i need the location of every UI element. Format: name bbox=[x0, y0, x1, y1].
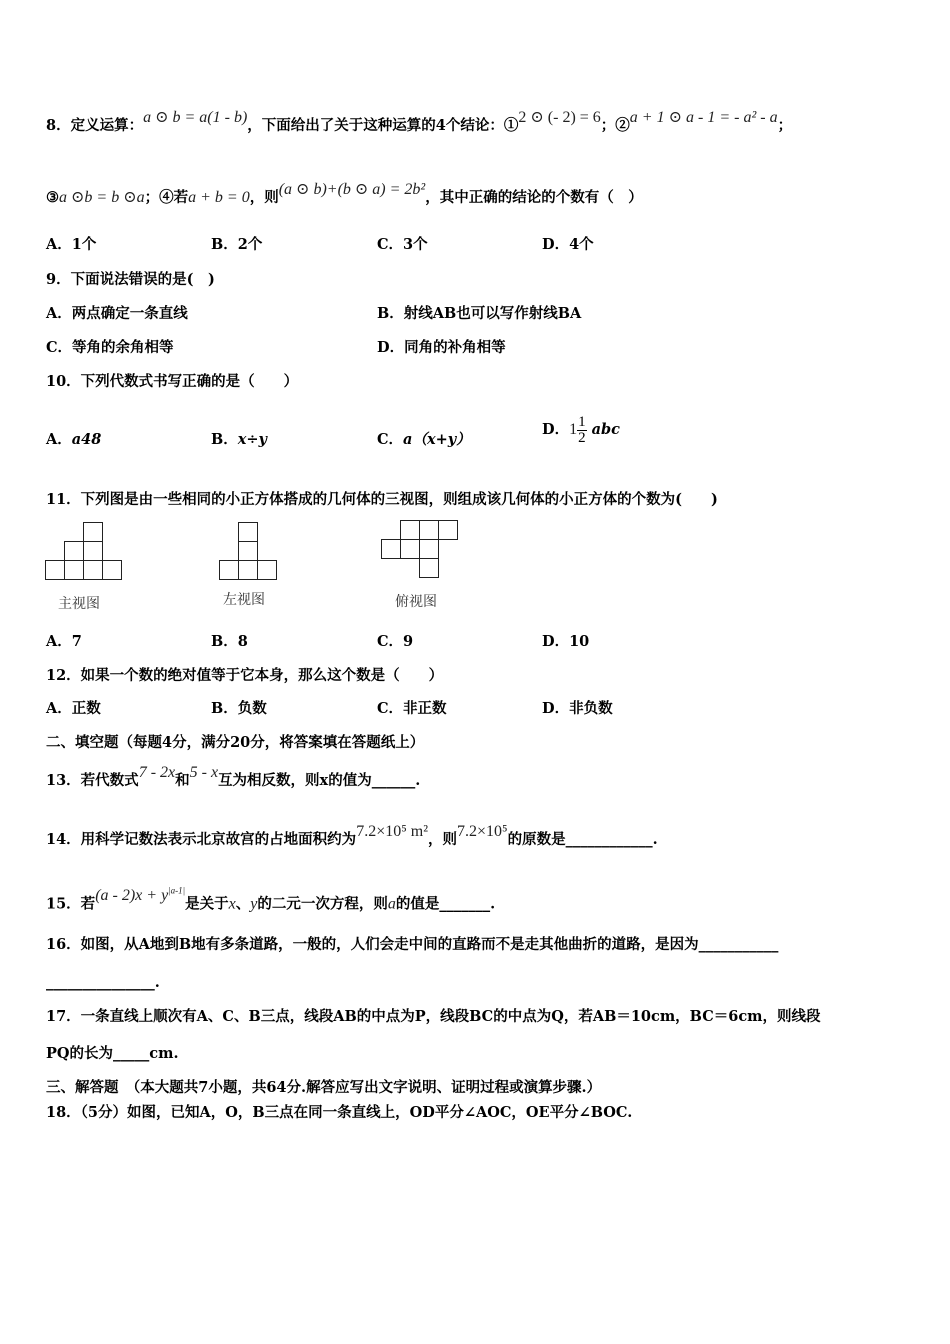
q8-option-b[interactable]: B．2个 bbox=[211, 236, 263, 253]
front-view-cell bbox=[84, 561, 103, 580]
top-view-cell bbox=[420, 521, 439, 540]
q10-fraction: $\frac{1}{2}$ bbox=[578, 413, 586, 446]
front-view-cell bbox=[46, 561, 65, 580]
q8-conclusion-4b: (a ⊙ b)+(b ⊙ a) = 2b² bbox=[278, 181, 426, 198]
q12-option-a[interactable]: A．正数 bbox=[46, 700, 101, 717]
top-view-caption: 俯视图 bbox=[395, 594, 437, 610]
q11-option-c[interactable]: C．9 bbox=[377, 633, 414, 650]
q11-stem: 11．下列图是由一些相同的小正方体搭成的几何体的三视图，则组成该几何体的小正方体的个数为( ) bbox=[46, 491, 718, 508]
q16-line2: _______________. bbox=[46, 974, 160, 991]
q10-option-c[interactable]: C．a（x+y） bbox=[377, 431, 471, 448]
front-view-cell bbox=[84, 542, 103, 561]
section-3-heading: 三、解答题 （本大题共7小题，共64分.解答应写出文字说明、证明过程或演算步骤.） bbox=[46, 1079, 602, 1096]
side-view-cell bbox=[239, 561, 258, 580]
front-view-cell bbox=[103, 561, 122, 580]
front-view-cell bbox=[65, 542, 84, 561]
q8-line1: 8．定义运算：a ⊙ b = a(1 - b)，下面给出了关于这种运算的4个结论：①2 ⊙ (- 2) = 6；②a + 1 ⊙ a - 1 = - a² - a； bbox=[46, 109, 793, 134]
q10-stem: 10．下列代数式书写正确的是（ ） bbox=[46, 373, 299, 390]
q8-line2: ③a ⊙b = b ⊙a；④若a + b = 0，则(a ⊙ b)+(b ⊙ a) = 2b²，其中正确的结论的个数有（ ） bbox=[46, 181, 643, 206]
q12-option-d[interactable]: D．非负数 bbox=[542, 700, 613, 717]
side-view-cell bbox=[239, 523, 258, 542]
q17-line1: 17．一条直线上顺次有A、C、B三点，线段AB的中点为P，线段BC的中点为Q，若AB＝10cm，BC＝6cm，则线段 bbox=[46, 1008, 821, 1025]
q13: 13．若代数式7 - 2x和5 - x互为相反数，则x的值为______. bbox=[46, 764, 421, 789]
q9-stem: 9．下面说法错误的是( ) bbox=[46, 271, 215, 288]
q14-expr1: 7.2×10⁵ m² bbox=[356, 823, 429, 840]
front-view-cell bbox=[65, 561, 84, 580]
q10-option-b[interactable]: B．x÷y bbox=[211, 431, 267, 448]
q14-expr2: 7.2×10⁵ bbox=[457, 823, 508, 840]
q13-expr2: 5 - x bbox=[189, 764, 219, 781]
q9-option-b[interactable]: B．射线AB也可以写作射线BA bbox=[377, 305, 582, 322]
q8-option-a[interactable]: A．1个 bbox=[46, 236, 97, 253]
front-view-cell bbox=[84, 523, 103, 542]
top-view-cell bbox=[382, 540, 401, 559]
q8-definition: a ⊙ b = a(1 - b) bbox=[143, 109, 248, 126]
q8-option-d[interactable]: D．4个 bbox=[542, 236, 594, 253]
q10-option-d[interactable]: D．1 $\frac{1}{2}$ abc bbox=[542, 413, 621, 446]
side-view-cell bbox=[220, 561, 239, 580]
q17-line2: PQ的长为_____cm. bbox=[46, 1045, 179, 1062]
q8-conclusion-3: a ⊙b = b ⊙a bbox=[59, 189, 145, 206]
front-view-caption: 主视图 bbox=[58, 596, 100, 612]
q13-expr1: 7 - 2x bbox=[138, 764, 176, 781]
q8-conclusion-2: a + 1 ⊙ a - 1 = - a² - a bbox=[629, 109, 778, 126]
top-view-cell bbox=[420, 540, 439, 559]
top-view-cell bbox=[420, 559, 439, 578]
q9-option-c[interactable]: C．等角的余角相等 bbox=[46, 339, 174, 356]
q8-option-c[interactable]: C．3个 bbox=[377, 236, 428, 253]
q11-option-d[interactable]: D．10 bbox=[542, 633, 590, 650]
q9-option-a[interactable]: A．两点确定一条直线 bbox=[46, 305, 188, 322]
q11-option-a[interactable]: A．7 bbox=[46, 633, 82, 650]
side-view-figure bbox=[218, 520, 280, 582]
q9-option-d[interactable]: D．同角的补角相等 bbox=[377, 339, 506, 356]
q8-conclusion-1: 2 ⊙ (- 2) = 6 bbox=[518, 109, 601, 126]
q12-option-b[interactable]: B．负数 bbox=[211, 700, 267, 717]
top-view-cell bbox=[439, 521, 458, 540]
q15: 15．若$(a - 2)x + y^{|a-1|}$是关于x、y的二元一次方程，则a的值是_______. bbox=[46, 886, 496, 913]
q18: 18．（5分）如图，已知A，O，B三点在同一条直线上，OD平分∠AOC，OE平分∠BOC. bbox=[46, 1104, 633, 1121]
q12-option-c[interactable]: C．非正数 bbox=[377, 700, 447, 717]
front-view-figure bbox=[44, 520, 126, 582]
q15-expr: $(a - 2)x + y^{|a-1|}$ bbox=[95, 886, 186, 905]
q16-line1: 16．如图，从A地到B地有多条道路，一般的，人们会走中间的直路而不是走其他曲折的道路，是因为___________ bbox=[46, 936, 779, 953]
q10-option-a[interactable]: A．a48 bbox=[46, 431, 102, 448]
q8-conclusion-4a: a + b = 0 bbox=[188, 189, 250, 206]
side-view-cell bbox=[239, 542, 258, 561]
side-view-caption: 左视图 bbox=[223, 592, 265, 608]
q12-stem: 12．如果一个数的绝对值等于它本身，那么这个数是（ ） bbox=[46, 667, 444, 684]
q11-option-b[interactable]: B．8 bbox=[211, 633, 248, 650]
top-view-cell bbox=[401, 521, 420, 540]
q14: 14．用科学记数法表示北京故宫的占地面积约为7.2×10⁵ m²，则7.2×10⁵的原数是____________. bbox=[46, 823, 658, 848]
top-view-cell bbox=[401, 540, 420, 559]
section-2-heading: 二、填空题（每题4分，满分20分，将答案填在答题纸上） bbox=[46, 734, 425, 751]
side-view-cell bbox=[258, 561, 277, 580]
top-view-figure bbox=[380, 518, 462, 582]
